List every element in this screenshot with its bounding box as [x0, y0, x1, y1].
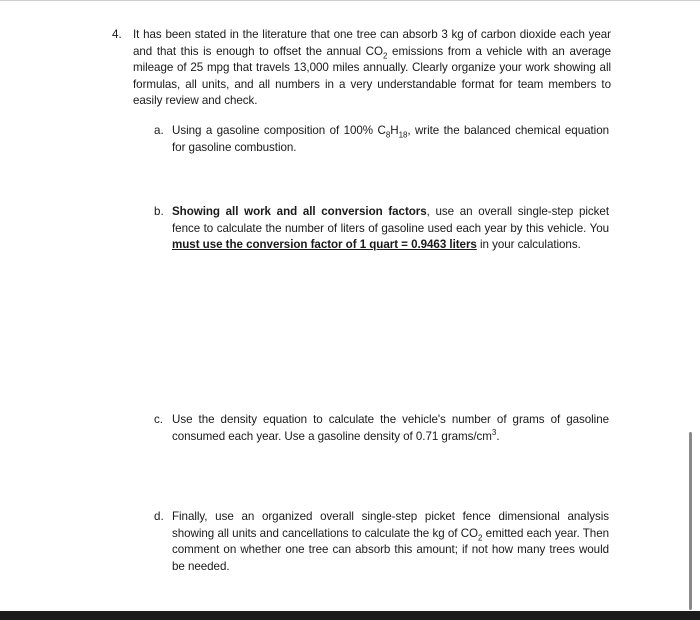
- part-d-text: [172, 509, 609, 575]
- conversion-factor-note: must use the conversion factor of 1 quart = 0.9463 liters: [172, 238, 477, 251]
- part-b-text: [172, 204, 609, 254]
- carbon-subscript: 8: [385, 130, 391, 140]
- co2-subscript-d: 2: [478, 532, 483, 542]
- part-b-letter: b.: [154, 205, 164, 218]
- part-b-text-2: in your calculations.: [476, 238, 581, 251]
- part-d-letter: d.: [154, 510, 164, 523]
- question-text-part-1: It has been stated in the literature that one tree can absorb 3 kg of carbon dioxide each year and that this is enough to offset the annual CO: [133, 28, 611, 58]
- part-a-text-1: Using a gasoline composition of 100% C: [172, 124, 386, 137]
- question-text-part-2: emissions from a vehicle with an average mileage of 25 mpg that travels 13,000 miles annually. Clearly organize your work showing all formulas, all units, and all numbers in a very understandable format for team members to easily review and check.: [133, 44, 611, 107]
- part-a-letter: a.: [154, 124, 164, 137]
- part-b-text-1: , use an overall single-step picket fence to calculate the number of liters of gasoline used each year by this vehicle. You: [172, 205, 609, 235]
- part-c-text: [172, 412, 609, 445]
- question-number: 4.: [112, 28, 122, 41]
- part-d-text-2: emitted each year. Then comment on whether one tree can absorb this amount; if not how many trees would be needed.: [172, 526, 609, 573]
- hydrogen-symbol: H: [390, 124, 399, 137]
- part-a-text: [172, 123, 609, 156]
- part-c-text-1: Use the density equation to calculate the vehicle's number of grams of gasoline consumed each year. Use a gasoline density of 0.71 grams/cm: [172, 413, 609, 443]
- part-d-text-1: Finally, use an organized overall single-step picket fence dimensional analysis showing all units and cancellations to calculate the kg of CO: [172, 510, 609, 540]
- part-b-bold-lead: Showing all work and all conversion factors: [172, 205, 427, 218]
- part-c-text-2: .: [496, 429, 500, 443]
- bottom-edge-band: [0, 611, 700, 620]
- part-c-letter: c.: [154, 413, 164, 426]
- hydrogen-subscript: 18: [398, 130, 408, 140]
- cubic-superscript: 3: [491, 427, 497, 437]
- scrollbar[interactable]: [689, 432, 692, 610]
- co2-subscript: 2: [382, 50, 388, 60]
- question-text: [133, 27, 611, 110]
- top-divider: [0, 0, 700, 1]
- part-a-text-2: , write the balanced chemical equation for gasoline combustion.: [172, 124, 609, 154]
